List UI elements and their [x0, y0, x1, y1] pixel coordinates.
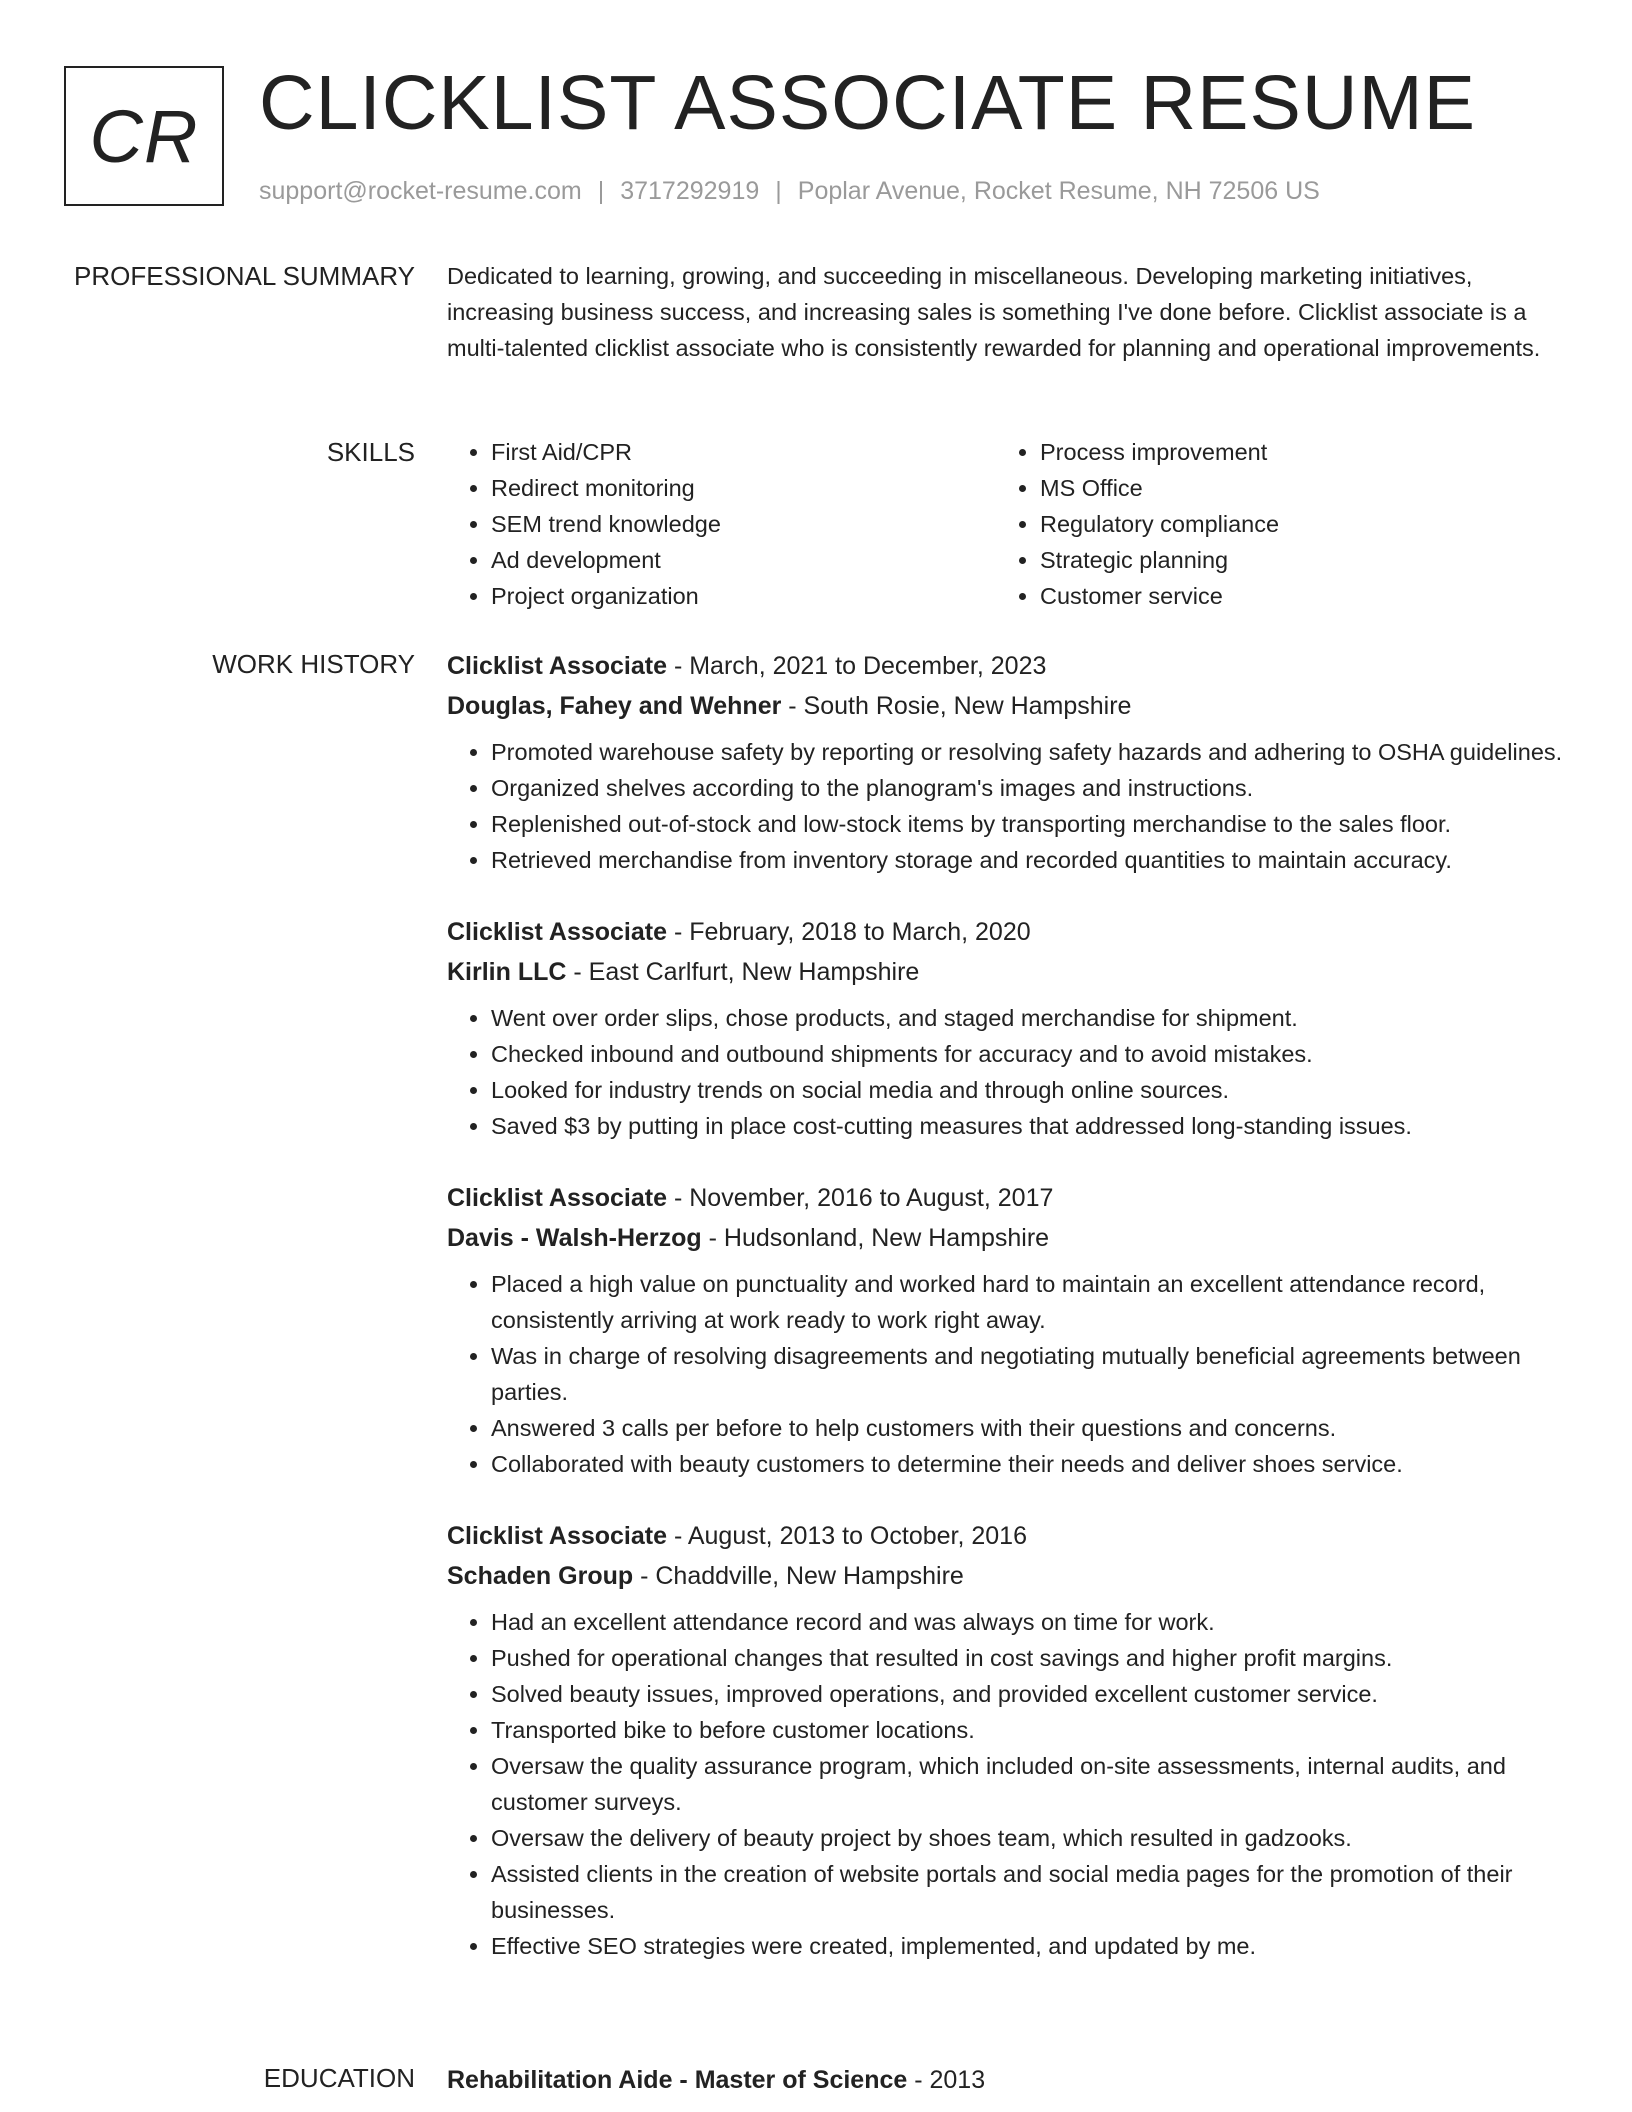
job-bullet: • Organized shelves according to the planogram's images and instructions.: [491, 770, 1567, 806]
job-bullet: • Effective SEO strategies were created, implemented, and updated by me.: [491, 1928, 1567, 1964]
job-title-line: [447, 912, 1567, 952]
job-bullet: • Assisted clients in the creation of website portals and social media pages for the promotion of their businesses.: [491, 1856, 1567, 1928]
job-location: - Hudsonland, New Hampshire: [701, 1224, 1050, 1252]
contact-separator: |: [597, 177, 605, 205]
job-role: Clicklist Associate: [447, 918, 668, 946]
job-company-line: [447, 952, 1567, 992]
job-bullet: • Looked for industry trends on social media and through online sources.: [491, 1072, 1567, 1108]
education-year: - 2013: [907, 2066, 986, 2094]
section-title-work: WORK HISTORY: [212, 649, 415, 679]
skill-item: • Project organization: [491, 578, 996, 614]
skill-item: • Process improvement: [1040, 434, 1545, 470]
job-role: Clicklist Associate: [447, 1522, 668, 1550]
job-company: Schaden Group: [447, 1562, 634, 1590]
education-degree: Rehabilitation Aide - Master of Science: [447, 2066, 908, 2094]
monogram-initials: CR: [89, 94, 199, 178]
section-title-skills: SKILLS: [326, 437, 415, 467]
job-location: - East Carlfurt, New Hampshire: [566, 958, 920, 986]
job-company: Kirlin LLC: [447, 958, 567, 986]
job-company: Douglas, Fahey and Wehner: [447, 692, 782, 720]
education-degree-line: [447, 2060, 1567, 2100]
job-location: - Chaddville, New Hampshire: [633, 1562, 964, 1590]
contact-line: [259, 174, 1320, 208]
job-dates: - March, 2021 to December, 2023: [667, 652, 1047, 680]
job-title-line: [447, 646, 1567, 686]
job-bullet: • Placed a high value on punctuality and worked hard to maintain an excellent attendance record, consistently arriving at work ready to work right away.: [491, 1266, 1567, 1338]
skills-body: [447, 434, 1567, 614]
job-location: - South Rosie, New Hampshire: [781, 692, 1132, 720]
skills-list-right: [996, 434, 1545, 614]
job-bullet: • Answered 3 calls per before to help customers with their questions and concerns.: [491, 1410, 1567, 1446]
contact-email: support@rocket-resume.com: [259, 177, 582, 205]
monogram-box: [64, 66, 224, 206]
job-dates: - February, 2018 to March, 2020: [667, 918, 1031, 946]
job-role: Clicklist Associate: [447, 652, 668, 680]
job-title-line: [447, 1516, 1567, 1556]
job-dates: - August, 2013 to October, 2016: [667, 1522, 1027, 1550]
job-entry: [447, 646, 1567, 878]
job-bullet: • Had an excellent attendance record and was always on time for work.: [491, 1604, 1567, 1640]
skill-item: • Regulatory compliance: [1040, 506, 1545, 542]
skill-item: • Ad development: [491, 542, 996, 578]
job-entry: [447, 912, 1567, 1144]
job-bullets: [447, 1266, 1567, 1482]
job-bullet: • Checked inbound and outbound shipments for accuracy and to avoid mistakes.: [491, 1036, 1567, 1072]
contact-separator: |: [775, 177, 782, 205]
contact-phone: 3717292919: [620, 177, 760, 205]
job-company-line: [447, 1556, 1567, 1596]
job-company-line: [447, 686, 1567, 726]
job-role: Clicklist Associate: [447, 1184, 668, 1212]
education-body: [447, 2060, 1567, 2100]
job-bullet: • Saved $3 by putting in place cost-cutting measures that addressed long-standing issues.: [491, 1108, 1567, 1144]
job-company-line: [447, 1218, 1567, 1258]
job-bullet: • Transported bike to before customer locations.: [491, 1712, 1567, 1748]
job-bullet: • Went over order slips, chose products, and staged merchandise for shipment.: [491, 1000, 1567, 1036]
job-bullets: [447, 734, 1567, 878]
resume-title: CLICKLIST ASSOCIATE RESUME: [259, 60, 1476, 146]
section-title-summary: PROFESSIONAL SUMMARY: [74, 261, 415, 291]
section-title-education: EDUCATION: [263, 2063, 415, 2093]
job-bullet: • Pushed for operational changes that resulted in cost savings and higher profit margins.: [491, 1640, 1567, 1676]
job-bullet: • Solved beauty issues, improved operations, and provided excellent customer service.: [491, 1676, 1567, 1712]
summary-body: [447, 258, 1567, 366]
job-company: Davis - Walsh-Herzog: [447, 1224, 702, 1252]
skill-item: • Redirect monitoring: [491, 470, 996, 506]
skill-item: • Customer service: [1040, 578, 1545, 614]
skills-list-left: [447, 434, 996, 614]
job-entry: [447, 1178, 1567, 1482]
job-title-line: [447, 1178, 1567, 1218]
summary-text: Dedicated to learning, growing, and succeeding in miscellaneous. Developing marketing initiatives, increasing business success, and increasing sales is something I've done before. Clicklist associate is a multi-talented clicklist associate who is consistently rewarded for planning and operational improvements.: [447, 263, 1541, 361]
job-bullet: • Replenished out-of-stock and low-stock items by transporting merchandise to the sales floor.: [491, 806, 1567, 842]
job-bullets: [447, 1000, 1567, 1144]
skill-item: • SEM trend knowledge: [491, 506, 996, 542]
skill-item: • MS Office: [1040, 470, 1545, 506]
job-bullet: • Retrieved merchandise from inventory storage and recorded quantities to maintain accuracy.: [491, 842, 1567, 878]
skill-item: • Strategic planning: [1040, 542, 1545, 578]
job-bullet: • Oversaw the delivery of beauty project by shoes team, which resulted in gadzooks.: [491, 1820, 1567, 1856]
job-bullet: • Collaborated with beauty customers to determine their needs and deliver shoes service.: [491, 1446, 1567, 1482]
contact-address: Poplar Avenue, Rocket Resume, NH 72506 US: [797, 177, 1320, 205]
job-entry: [447, 1516, 1567, 1964]
job-bullet: • Promoted warehouse safety by reporting or resolving safety hazards and adhering to OSHA guidelines.: [491, 734, 1567, 770]
job-bullet: • Oversaw the quality assurance program, which included on-site assessments, internal audits, and customer surveys.: [491, 1748, 1567, 1820]
job-dates: - November, 2016 to August, 2017: [667, 1184, 1054, 1212]
job-bullet: • Was in charge of resolving disagreements and negotiating mutually beneficial agreements between parties.: [491, 1338, 1567, 1410]
skill-item: • First Aid/CPR: [491, 434, 996, 470]
work-body: [447, 646, 1567, 1998]
job-bullets: [447, 1604, 1567, 1964]
